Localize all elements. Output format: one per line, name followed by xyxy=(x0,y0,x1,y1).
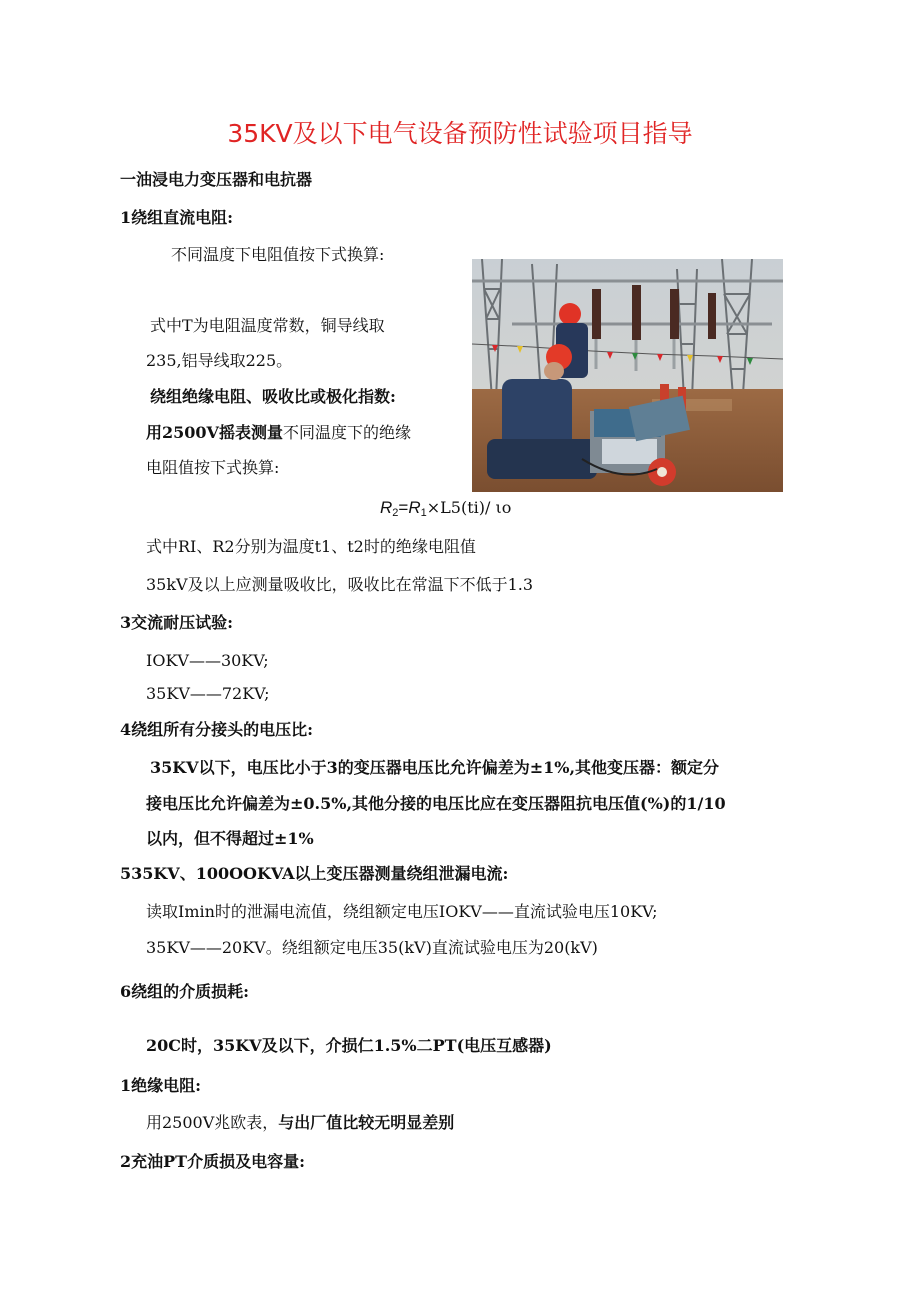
formula-r2-sub: 2 xyxy=(392,507,399,519)
item-pt-insulation-resistance: 1绝缘电阻: xyxy=(120,1076,202,1095)
formula-rest: ×L5(ti)/ ιo xyxy=(426,498,512,517)
megger-rest-text: 不同温度下的绝缘 xyxy=(282,423,411,442)
ac-voltage-10kv: IOKV——30KV; xyxy=(146,651,269,670)
dielectric-loss-line: 20C时，35KV及以下，介损仁1.5%二PT(电压互感器) xyxy=(146,1036,552,1055)
formula-r2: R xyxy=(380,498,393,517)
leakage-line2: 35KV——20KV。绕组额定电压35(kV)直流试验电压为20(kV) xyxy=(146,938,598,957)
paragraph-megger-line2: 电阻值按下式换算: xyxy=(146,458,280,477)
pt-insulation-bold: 与出厂值比较无明显差别 xyxy=(278,1113,455,1132)
paragraph-temperature-conversion: 不同温度下电阻值按下式换算: xyxy=(171,245,385,264)
paragraph-megger-line1 xyxy=(146,425,411,441)
formula-r1-sub: 1 xyxy=(420,507,427,519)
substation-test-photo xyxy=(472,259,783,492)
pt-insulation-plain: 用2500V兆欧表， xyxy=(146,1113,279,1132)
item-dielectric-loss: 6绕组的介质损耗: xyxy=(120,982,250,1001)
item-pt-dielectric-capacitance: 2充油PT介质损及电容量: xyxy=(120,1152,305,1171)
item-insulation-resistance: 绕组绝缘电阻、吸收比或极化指数: xyxy=(150,387,396,406)
ac-voltage-35kv: 35KV——72KV; xyxy=(146,684,270,703)
paragraph-r1-r2-definition: 式中RI、R2分别为温度t1、t2时的绝缘电阻值 xyxy=(146,537,476,556)
item-voltage-ratio: 4绕组所有分接头的电压比: xyxy=(120,720,314,739)
section-heading-transformer: 一油浸电力变压器和电抗器 xyxy=(120,170,313,189)
paragraph-absorption-ratio: 35kV及以上应测量吸收比，吸收比在常温下不低于1.3 xyxy=(146,575,534,594)
item-leakage-current: 535KV、100OOKVA以上变压器测量绕组泄漏电流: xyxy=(120,864,509,883)
megger-bold-text: 用2500V摇表测量 xyxy=(146,423,283,442)
formula-equals: = xyxy=(398,498,409,517)
item-ac-withstand-test: 3交流耐压试验: xyxy=(120,613,234,632)
insulation-conversion-formula xyxy=(380,499,511,519)
pt-insulation-line xyxy=(146,1115,454,1131)
voltage-ratio-line3: 以内，但不得超过±1% xyxy=(146,829,314,848)
item-winding-dc-resistance: 1绕组直流电阻: xyxy=(120,208,234,227)
voltage-ratio-line2: 接电压比允许偏差为±0.5%,其他分接的电压比应在变压器阻抗电压值(%)的1/10 xyxy=(146,794,726,813)
page-title: 35KV及以下电气设备预防性试验项目指导 xyxy=(227,119,693,148)
paragraph-temperature-constant-1: 式中T为电阻温度常数，铜导线取 xyxy=(150,316,385,335)
formula-r1: R xyxy=(408,498,421,517)
voltage-ratio-line1: 35KV以下，电压比小于3的变压器电压比允许偏差为±1%,其他变压器：额定分 xyxy=(150,758,720,777)
leakage-line1: 读取Imin时的泄漏电流值，绕组额定电压IOKV——直流试验电压10KV; xyxy=(146,902,658,921)
paragraph-temperature-constant-2: 235,铝导线取225。 xyxy=(146,351,293,370)
